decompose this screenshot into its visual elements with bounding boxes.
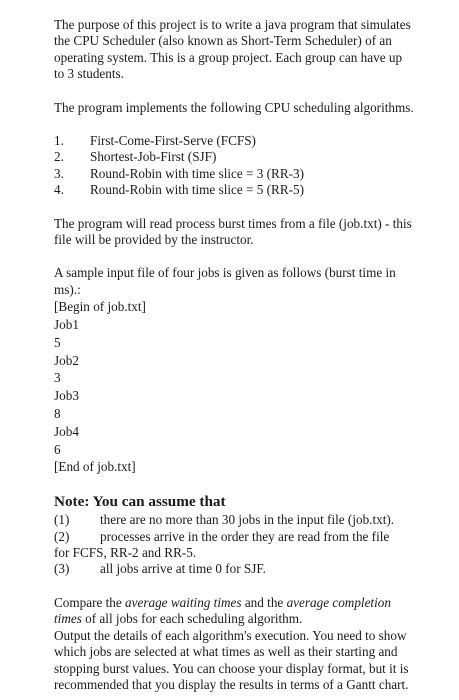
list-text: Round-Robin with time slice = 5 (RR-5) — [90, 182, 305, 198]
note-number: (1) — [54, 512, 70, 528]
sample-line: 8 — [54, 406, 61, 422]
note-item — [54, 561, 414, 577]
compare-paragraph — [54, 595, 414, 628]
note-continuation: for FCFS, RR-2 and RR-5. — [54, 545, 197, 561]
note-number: (2) — [54, 528, 70, 544]
list-number: 1. — [54, 133, 64, 149]
compare-text: Compare the — [54, 594, 126, 610]
sample-line: Job2 — [54, 352, 79, 368]
sample-line: Job1 — [54, 317, 79, 333]
sample-line: 6 — [54, 441, 61, 457]
note-section — [54, 493, 414, 578]
list-item — [54, 149, 414, 165]
note-text: all jobs arrive at time 0 for SJF. — [100, 561, 266, 577]
compare-emphasis: average completion times — [54, 594, 391, 627]
note-item — [54, 512, 414, 528]
list-text: Round-Robin with time slice = 3 (RR-3) — [90, 165, 305, 181]
sample-line: 5 — [54, 334, 61, 350]
list-number: 3. — [54, 165, 64, 181]
sample-line: Job3 — [54, 388, 79, 404]
note-item — [54, 529, 414, 545]
compare-text: of all jobs for each scheduling algorithm. — [81, 611, 303, 627]
sample-file-lines — [54, 298, 414, 476]
list-number: 2. — [54, 149, 64, 165]
document-body — [54, 17, 414, 693]
intro-paragraph: The purpose of this project is to write a java program that simulates the CPU Scheduler (also known as Short-Term Scheduler) of an operating system. This is a group project. Each group can have up to 3 students. — [54, 17, 411, 82]
compare-emphasis: average waiting times — [125, 594, 242, 610]
sample-intro: A sample input file of four jobs is given as follows (burst time in ms).: — [54, 265, 396, 297]
list-text: First-Come-First-Serve (FCFS) — [90, 133, 256, 149]
note-text: there are no more than 30 jobs in the input file (job.txt). — [100, 512, 395, 528]
sample-line: Job4 — [54, 423, 79, 439]
algorithm-list — [54, 133, 414, 199]
sample-line: [Begin of job.txt] — [54, 299, 146, 315]
list-item — [54, 182, 414, 198]
output-details-paragraph: Output the details of each algorithm's execution. You need to show which jobs are selected at what times as well as their starting and stopping burst values. You can choose your display format, but it is recommended that you display the results in terms of a Gantt chart. — [54, 627, 409, 692]
note-text: processes arrive in the order they are read from the file — [100, 528, 390, 544]
note-number: (3) — [54, 561, 70, 577]
list-text: Shortest-Job-First (SJF) — [90, 149, 217, 165]
list-item — [54, 166, 414, 182]
sample-line: [End of job.txt] — [54, 459, 136, 475]
input-note-paragraph: The program will read process burst times from a file (job.txt) - this file will be provided by the instructor. — [54, 215, 412, 248]
note-heading: Note: You can assume that — [54, 493, 226, 511]
list-number: 4. — [54, 182, 64, 198]
list-item — [54, 133, 414, 149]
compare-text: and the — [241, 594, 287, 610]
algorithms-intro: The program implements the following CPU scheduling algorithms. — [54, 99, 414, 115]
sample-line: 3 — [54, 370, 61, 386]
